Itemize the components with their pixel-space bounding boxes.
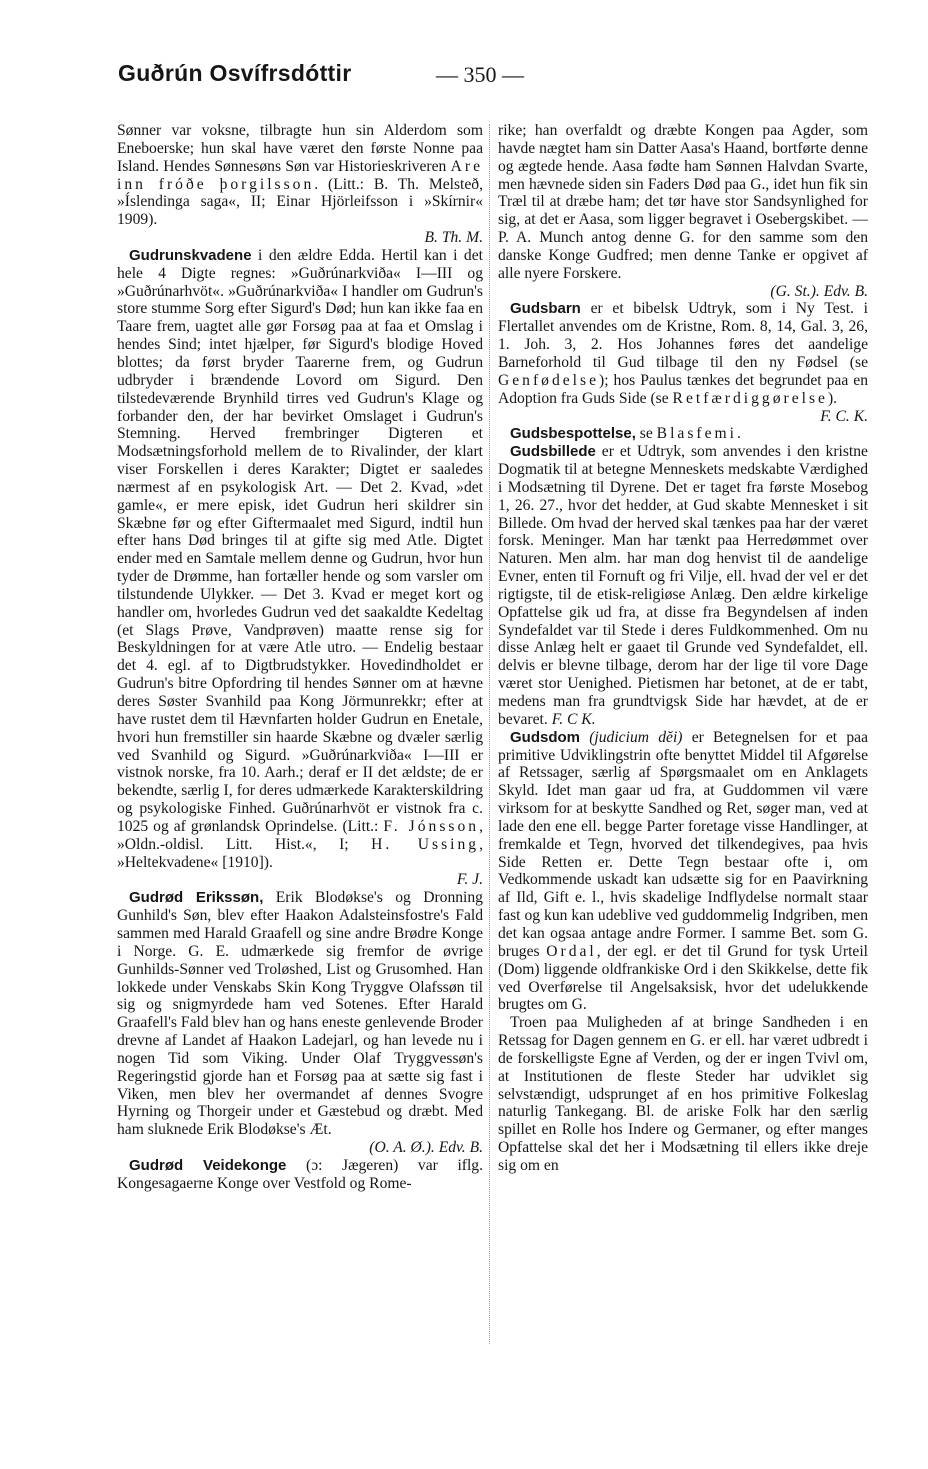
spaced-name: Are inn fróðe þorgilsson <box>117 157 483 193</box>
entry-text: , der egl. er det til Grund for tysk Urteil (Dom) liggende oldfrankiske Ord i den Skikkelse, dette fik ved Overførelse til Angelsaksisk, hvor det udelukkende brugtes om G. <box>498 942 868 1014</box>
cross-reference: Ordal <box>546 942 597 960</box>
entry-text: i den ældre Edda. Hertil kan i det hele 4 Digte regnes: »Guðrúnarkviða« I—III og »Guðrúnarhvöt«. »Guðrúnarkviða« I handler om Gudrun's store stumme Sorg efter Sigurd's Død; hun kan ikke faa en Taare frem, uagtet alle gør Forsøg paa at faa et Omslag i hendes Sind; intet hjælper, før Sigurd's blodige Hoved blottes; da først bryder Taarerne frem, og Gudrun udbryder i brændende Lovord om Sigurd. Den tilstedeværende Brynhild tirres ved Gudrun's Klage og forbander den, der har bevirket Omslaget i Gudrun's Stemning. Herved frembringer Digteren et Modsætningsforhold mellem de to Rivalinder, der klart viser Forskellen i deres Karakter; Digtet er saaledes nærmest af en psykologisk Art. — Det 2. Kvad, »det gamle«, er mere episk, idet Gudrun heri skildrer sin Skæbne før og efter Giftermaalet med Sigurd, indtil hun efter hans Død bringes til at gifte sig med Atle. Digtet ender med en Samtale mellem denne og Gudrun, hvor hun tyder de Drømme, han fortæller hende og som varsler om tilstundende Ulykker. — Det 3. Kvad er meget kort og handler om, hvorledes Gudrun ved det saakaldte Kedeltag (et Slags Prøve, Vandprøven) maatte rense sig for Beskyldningen for at være Atle utro. — Endelig bestaar det 4. egl. af to Digtbrudstykker. Hovedindholdet er Gudrun's bitre Opfordring til hendes Sønner om at hævne deres Søster Svanhild paa Kong Jörmunrekkr; efter at have rustet dem til Hævnfarten holder Gudrun en Enetale, hvori hun fremstiller sin haarde Skæbne og dvæler særlig ved Svanhild og Sigurd. »Guðrúnarkviða« I—III er vistnok norske, fra 10. Aarh.; deraf er II det ældste; de er bekendte, særlig I, for deres udmærkede Karakterskildring og psykologiske Finhed. Guðrúnarhvöt er vistnok fra c. 1025 og af grønlandsk Oprindelse. <box>117 246 483 835</box>
entry-gudsbespottelse <box>498 425 868 443</box>
spaced-name: H. Ussing <box>371 835 480 853</box>
entry-guthrun-continuation <box>117 122 483 229</box>
entry-text: Erik Blodøkse's og Dronning Gunhild's Søn, blev efter Haakon Adalsteinsfostre's Fald sammen med Harald Graafell og sine andre Brødre Konge i Norge. G. E. udmærkede sig fremfor de øvrige Gunhilds-Sønner ved Troløshed, List og Grusomhed. Han lokkede under Venskabs Skin Kong Tryggve Olafssøn til sig og snigmyrdede ham ved Sotenes. Efter Harald Graafell's Fald blev han og hans eneste genlevende Broder drevne af Landet af Haakon Ladejarl, og han levede nu i nogen Tid som Viking. Under Olaf Tryggvessøn's Regeringstid gjorde han et Forsøg paa at sætte sig fast i Viken, men blev her overmandet af dennes Svogre Hyrning og Thorgeir under et Gæstebud og dræbt. Med ham sluknede Erik Blodøkse's Æt. <box>117 889 483 1139</box>
entry-gudsdom <box>498 729 868 1015</box>
running-title: Guðrún Osvífrsdóttir <box>118 60 352 86</box>
headword: Gudrunskvadene <box>129 246 252 264</box>
entry-text: er Betegnelsen for et paa primitive Udviklingstrin ofte benyttet Middel til Afgørelse af Retssager, særlig af Spørgsmaalet om en Anklagets Skyld. Idet man gaar ud fra, at Guddommen vil være virksom for at beskytte Sandhed og Ret, søger man, ved at lade den ene ell. begge Parter foretage visse Handlinger, at fremkalde et Tegn, hvorved det tilkendegives, paa hvis Side Retten er. Dette Tegn bestaar ofte i, om Vedkommende uskadt kan udsætte sig for en Paavirkning af Ild, Gift e. l., hvis skadelige Indflydelse normalt staar fast og kun kan udeblive ved guddommelig Indgriben, men det kan ogsaa antage andre Former. I samme Bet. som G. bruges <box>498 728 869 960</box>
cross-reference: Retfærdiggørelse <box>672 389 828 407</box>
entry-text: , »Heltekvadene« [1910]). <box>117 835 484 871</box>
entry-signature: F. J. <box>456 871 483 889</box>
entry-gudsbillede <box>498 443 868 729</box>
page-number: — 350 — <box>436 62 524 87</box>
entry-gudrod-veidekonge <box>117 1157 483 1193</box>
entry-text: (ɔ: Jægeren) var iflg. Kongesagaerne Konge over Vestfold og Rome- <box>117 1156 483 1192</box>
entry-gudrod-continuation <box>498 122 868 283</box>
column-divider <box>489 124 490 1344</box>
entry-text: se <box>639 425 653 443</box>
entry-signature: F. C. K. <box>820 407 868 425</box>
entry-signature: B. Th. M. <box>424 229 483 247</box>
entry-text: , »Oldn.-oldisl. Litt. Hist.«, I; <box>117 817 483 853</box>
entry-signature: F. C K. <box>551 710 596 728</box>
left-column <box>117 122 483 1193</box>
headword: Gudrød Veidekonge <box>129 1156 287 1174</box>
headword: Gudsdom <box>510 728 580 746</box>
entry-text: Troen paa Muligheden af at bringe Sandheden i en Retssag for Dagen gennem en G. er ell. har været udbredt i de forskelligste Egne af Verden, og der er ingen Tvivl om, at Institutionen de fleste Steder har udviklet sig selvstændigt, udsprunget af en hos primitive Folkeslag naturlig Tankegang. Bl. de ariske Folk har den særlig spillet en Rolle hos Indere og Germaner, og efter manges Opfattelse skal det her i Modsætning til ellers ikke dreje sig om en <box>498 1014 868 1174</box>
entry-text: ); hos Paulus tænkes det begrundet paa en Adoption fra Guds Side (se <box>498 371 868 407</box>
cross-reference: Genfødelse <box>498 371 600 389</box>
page-header <box>118 60 878 96</box>
entry-gudrod-eriksson <box>117 889 483 1139</box>
spaced-name: F. Jónsson <box>383 817 480 835</box>
headword: Gudsbillede <box>510 443 596 461</box>
right-column <box>498 122 868 1175</box>
entry-text: ). <box>827 389 838 407</box>
entry-signature: (O. A. Ø.). Edv. B. <box>369 1139 483 1157</box>
entry-text: rike; han overfaldt og dræbte Kongen paa Agder, som havde nægtet ham sin Datter Aasa's Haand, bortførte denne og ægtede hende. Aasa fødte ham Sønnen Halvdan Svarte, men hævnede siden sin Faders Død paa G., idet hun fik sin Træl til at dræbe ham; det tør have stor Sandsynlighed for sig, at det er Aasa, som ligger begravet i Osebergskibet. — P. A. Munch antog denne G. for den samme som den danske Konge Gudfred; men denne Tanke er opgivet af alle nyere Forskere. <box>498 122 868 282</box>
entry-gudsbarn <box>498 300 868 407</box>
entry-gudsdom-paragraph-2 <box>498 1014 868 1175</box>
cross-reference: Blasfemi. <box>656 425 744 443</box>
entry-text: . (Litt.: B. Th. Melsteð, »Íslendinga saga«, II; Einar Hjörleifsson i »Skírnir« 1909). <box>117 175 483 229</box>
entry-gudrunskvadene <box>117 247 483 872</box>
entry-signature: (G. St.). Edv. B. <box>770 282 868 300</box>
entry-text: er et bibelsk Udtryk, som i Ny Test. i Flertallet anvendes om de Kristne, Rom. 8, 14, Gal. 3, 26, 1. Joh. 3, 2. Hos Johannes føres det aandelige Barneforhold til Gud tilbage til den ny Fødsel (se <box>498 300 868 371</box>
entry-text: Sønner var voksne, tilbragte hun sin Alderdom som Eneboerske; hun skal have været den første Nonne paa Island. Hendes Sønnesøns Søn var Historieskriveren <box>117 122 483 175</box>
headword: Gudsbespottelse, <box>510 425 636 443</box>
latin-term: (judicium dĕi) <box>589 728 683 746</box>
entry-text: er et Udtryk, som anvendes i den kristne Dogmatik til at betegne Menneskets medskabte Værdighed i Modsætning til Dyrene. Det er taget fra første Mosebog 1, 26. 27., hvor det hedder, at Gud skabte Mennesket i sit Billede. Om hvad der herved skal tænkes paa har der været forsk. Meninger. Man har tænkt paa Herredømmet over Naturen. Men alm. har man dog henvist til de aandelige Evner, enten til Fornuft og fri Vilje, ell. hvad der vel er det rigtigste, til de etisk-religiøse Anlæg. Den ældre kirkelige Opfattelse gik ud fra, at disse fra Begyndelsen af inden Syndefaldet var til Stede i deres Fuldkommenhed. Om nu disse Anlæg helt er gaaet til Grunde ved Syndefaldet, ell. delvis er blevne tilbage, derom har der lige til vore Dage været stor Uenighed. Pietismen har betonet, at de er tabt, medens man fra grundtvigsk Side har hævdet, at de er bevaret. <box>498 443 868 728</box>
headword: Gudsbarn <box>510 300 581 318</box>
headword: Gudrød Erikssøn, <box>129 889 264 907</box>
entry-text: (Litt.: <box>342 817 379 835</box>
